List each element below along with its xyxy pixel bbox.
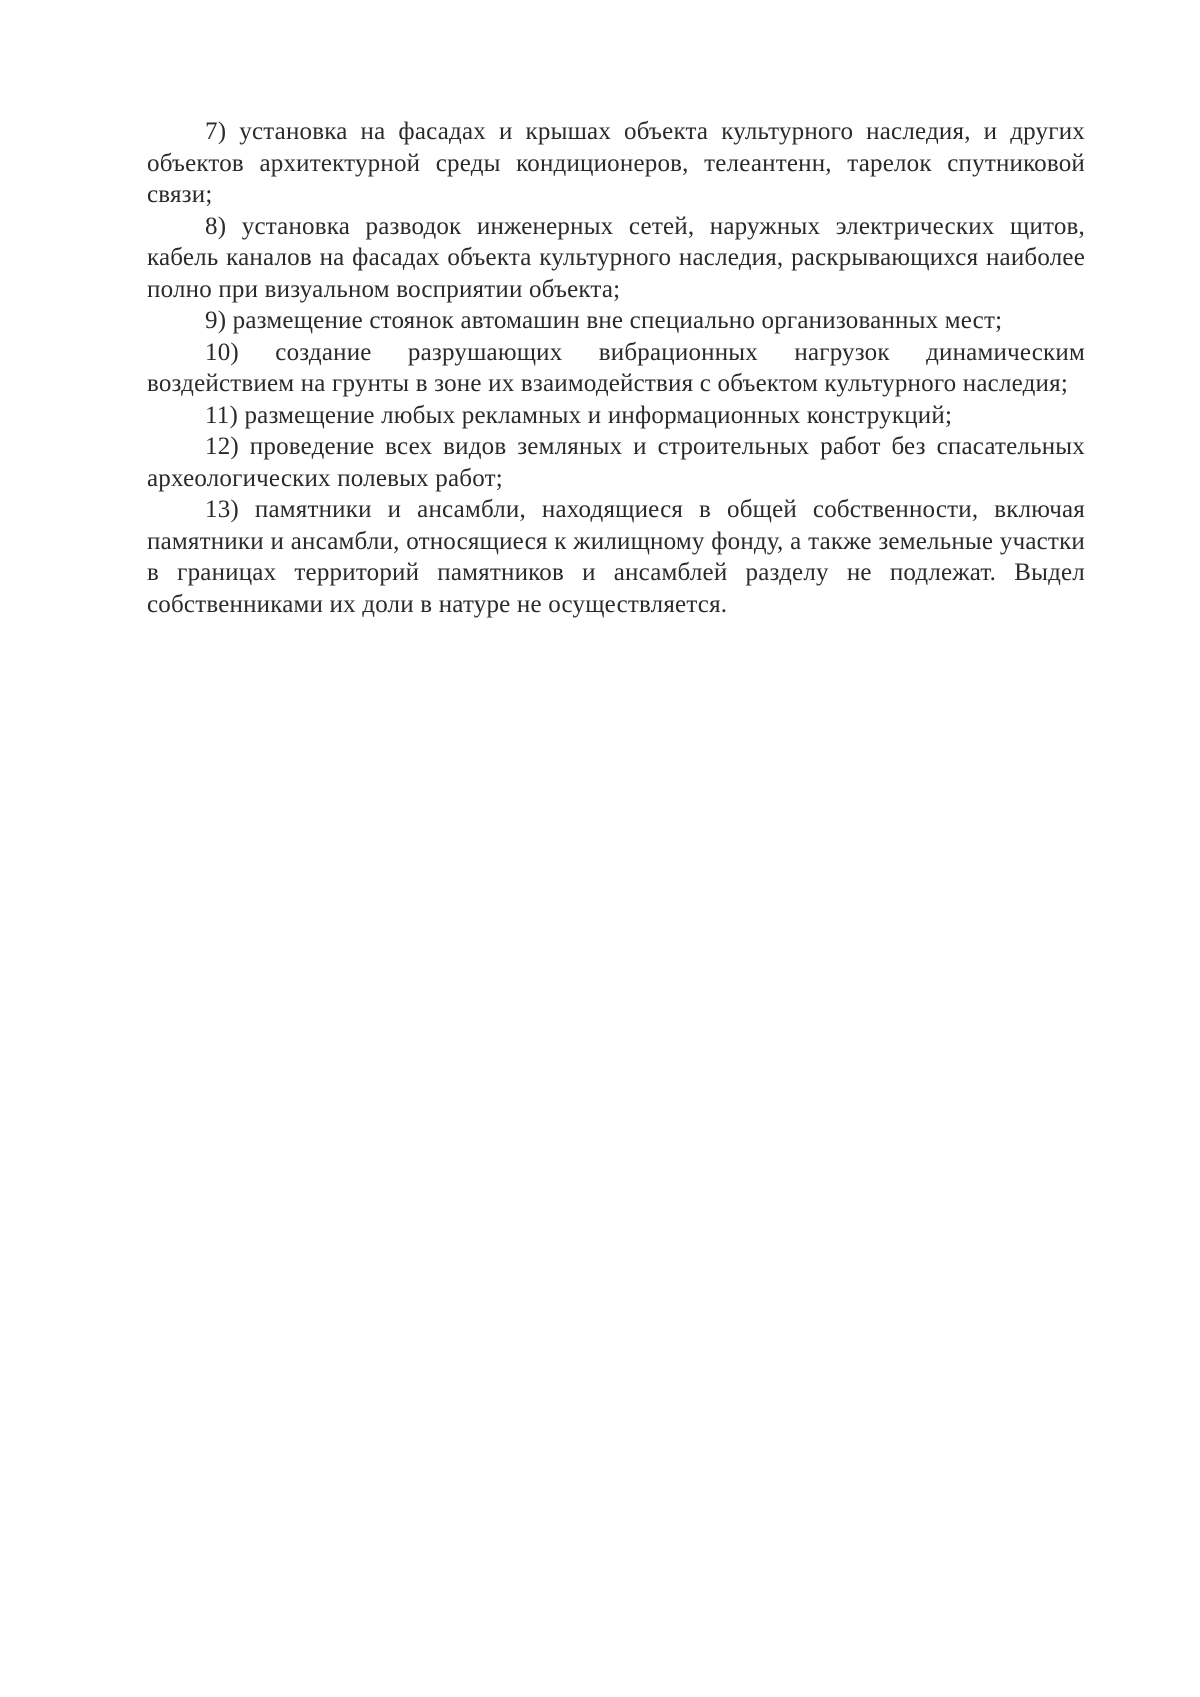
document-body	[147, 116, 1085, 620]
paragraph-item-12: 12) проведение всех видов земляных и строительных работ без спасательных археологических полевых работ;	[147, 433, 1085, 492]
paragraph-item-9: 9) размещение стоянок автомашин вне специально организованных мест;	[205, 307, 1003, 334]
paragraph-item-8: 8) установка разводок инженерных сетей, наружных электрических щитов, кабель каналов на фасадах объекта культурного наследия, раскрывающихся наиболее полно при визуальном восприятии объекта;	[147, 212, 1085, 303]
paragraph-item-7: 7) установка на фасадах и крышах объекта культурного наследия, и других объектов архитектурной среды кондиционеров, телеантенн, тарелок спутниковой связи;	[147, 118, 1085, 208]
paragraph-item-10: 10) создание разрушающих вибрационных нагрузок динамическим воздействием на грунты в зоне их взаимодействия с объектом культурного наследия;	[147, 338, 1085, 397]
paragraph-item-11: 11) размещение любых рекламных и информационных конструкций;	[205, 401, 953, 429]
paragraph-item-13: 13) памятники и ансамбли, находящиеся в общей собственности, включая памятники и ансамбли, относящиеся к жилищному фонду, а также земельные участки в границах территорий памятников и ансамблей разделу не подлежат. Выдел собственниками их доли в натуре не осуществляется.	[147, 496, 1085, 618]
